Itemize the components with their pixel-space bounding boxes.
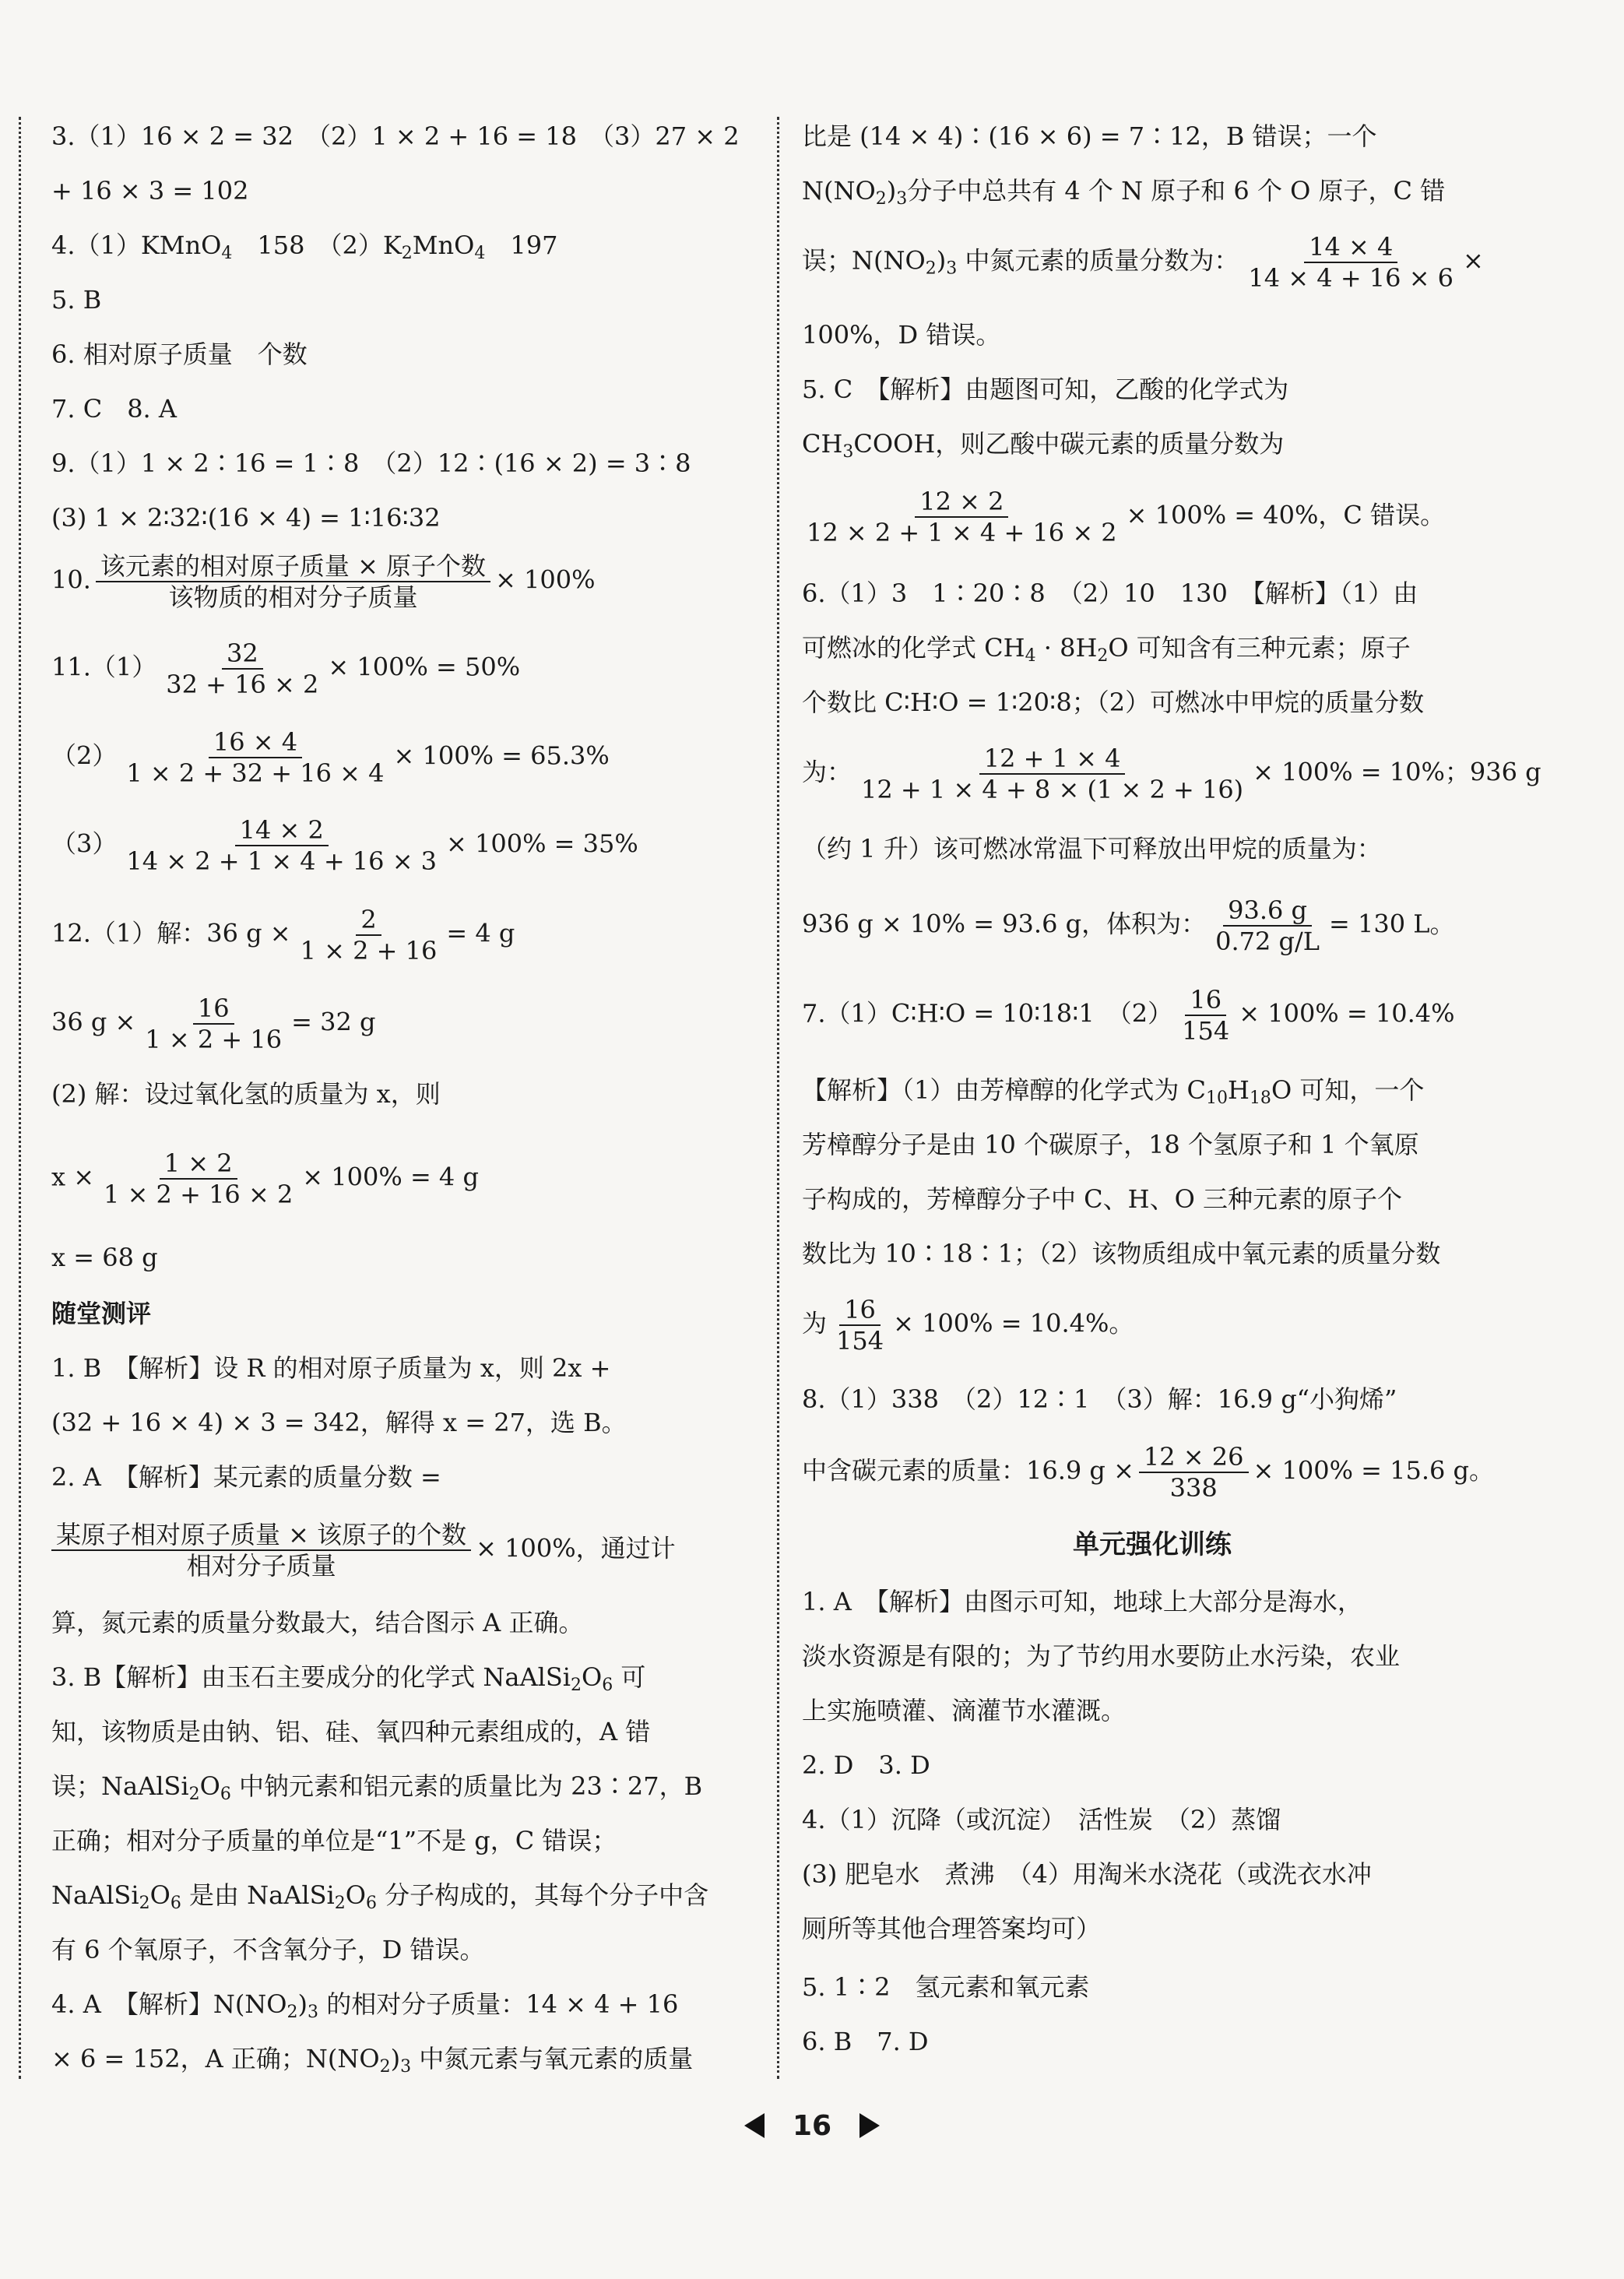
answer-line-fraction: x × $\frac{1 \times 2}{1 \times 2 + 16 \times 2}$ × 100% = 4 g xyxy=(51,1148,479,1209)
answer-line: 【解析】（1）由芳樟醇的化学式为 $C_{10}H_{18}O$ 可知，一个 xyxy=(802,1075,1425,1108)
fraction: $\frac{16}{1 \times 2 + 16}$ xyxy=(145,994,283,1054)
answer-line-fraction: 7.（1）C∶H∶O = 10∶18∶1 （2） $\frac{16}{154}$ × 100% = 10.4% xyxy=(802,985,1455,1046)
answer-line-fraction: （3） $\frac{14 \times 2}{14 \times 2 + 1 \times 4 + 16 \times 3}$ × 100% = 35% xyxy=(51,815,638,876)
answer-line: 厕所等其他合理答案均可） xyxy=(802,1914,1102,1943)
answer-line: $CH_3COOH$，则乙酸中碳元素的质量分数为 xyxy=(802,429,1285,462)
answer-line: × 6 = 152，A 正确；$N(NO_2)_3$ 中氮元素与氧元素的质量 xyxy=(51,2044,694,2077)
answer-line: 子构成的，芳樟醇分子中 C、H、O 三种元素的原子个 xyxy=(802,1184,1402,1214)
fraction: $\frac{\text{该元素的相对原子质量 × 原子个数}}{\text{该物质的相对分子质量}}$ xyxy=(96,551,490,612)
answer-line-fraction: 936 g × 10% = 93.6 g，体积为： $\frac{93.6 g}{0.72 g/L}$ = 130 L。 xyxy=(802,895,1455,956)
fraction: $\frac{32}{32 + 16 \times 2}$ xyxy=(166,638,319,699)
answer-line: 4.（1）沉降（或沉淀） 活性炭 （2）蒸馏 xyxy=(802,1805,1281,1834)
answer-line: 算，氮元素的质量分数最大，结合图示 A 正确。 xyxy=(51,1608,584,1637)
page-navigation xyxy=(0,2102,1624,2149)
fraction: $\frac{16}{154}$ xyxy=(836,1295,884,1356)
fraction: $\frac{16 \times 4}{1 \times 2 + 32 + 16 \times 4}$ xyxy=(126,727,385,788)
answer-line: 9.（1）1 × 2∶16 = 1∶8 （2）12∶(16 × 2) = 3∶8 xyxy=(51,448,691,478)
next-page-icon[interactable] xyxy=(859,2113,880,2138)
answer-line: 误；$NaAlSi_2O_6$ 中钠元素和铝元素的质量比为 23∶27，B xyxy=(51,1771,703,1804)
answer-line: 芳樟醇分子是由 10 个碳原子，18 个氢原子和 1 个氧原 xyxy=(802,1130,1419,1159)
fraction: $\frac{14 \times 2}{14 \times 2 + 1 \times 4 + 16 \times 3}$ xyxy=(126,815,438,876)
answer-line-fraction: $\frac{\text{某原子相对原子质量 × 该原子的个数}}{\text{相对分子质量}}$ × 100%，通过计 xyxy=(51,1520,676,1581)
answer-line: 5. B xyxy=(51,285,102,315)
answer-line: (3) 肥皂水 煮沸 （4）用淘米水浇花（或洗衣水冲 xyxy=(802,1859,1372,1889)
answer-line-fraction: 为 $\frac{16}{154}$ × 100% = 10.4%。 xyxy=(802,1295,1134,1356)
answer-line: 淡水资源是有限的；为了节约用水要防止水污染，农业 xyxy=(802,1641,1401,1671)
answer-line: 3. B【解析】由玉石主要成分的化学式 $NaAlSi_2O_6$ 可 xyxy=(51,1662,646,1695)
answer-line-fraction: 11.（1） $\frac{32}{32 + 16 \times 2}$ × 100% = 50% xyxy=(51,638,521,699)
answer-line: 上实施喷灌、滴灌节水灌溉。 xyxy=(802,1696,1127,1725)
answer-line-fraction: （2） $\frac{16 \times 4}{1 \times 2 + 32 + 16 \times 4}$ × 100% = 65.3% xyxy=(51,727,610,788)
fraction: $\frac{\text{某原子相对原子质量 × 该原子的个数}}{\text{相对分子质量}}$ xyxy=(51,1520,471,1581)
answer-line-fraction: 36 g × $\frac{16}{1 \times 2 + 16}$ = 32 g xyxy=(51,994,376,1054)
answer-line: 3.（1）16 × 2 = 32 （2）1 × 2 + 16 = 18 （3）27 × 2 xyxy=(51,121,740,151)
answer-line: 5. 1∶2 氢元素和氧元素 xyxy=(802,1972,1090,2002)
answer-line: $NaAlSi_2O_6$ 是由 $NaAlSi_2O_6$ 分子构成的，其每个分子中含 xyxy=(51,1880,709,1913)
dotted-rule-center xyxy=(777,117,779,2079)
answer-line: 个数比 C∶H∶O = 1∶20∶8；（2）可燃冰中甲烷的质量分数 xyxy=(802,688,1425,717)
answer-line-fraction: 10. $\frac{\text{该元素的相对原子质量 × 原子个数}}{\text{该物质的相对分子质量}}$ × 100% xyxy=(51,551,596,612)
fraction: $\frac{12 + 1 \times 4}{12 + 1 \times 4 + 8 \times (1 \times 2 + 16)}$ xyxy=(861,744,1244,804)
prev-page-icon[interactable] xyxy=(744,2113,765,2138)
answer-line: 6. 相对原子质量 个数 xyxy=(51,339,308,369)
answer-line: 1. B 【解析】设 R 的相对原子质量为 x，则 2x + xyxy=(51,1353,611,1383)
answer-line: 有 6 个氧原子，不含氧分子，D 错误。 xyxy=(51,1935,485,1964)
answer-line: (2) 解：设过氧化氢的质量为 x，则 xyxy=(51,1079,441,1109)
answer-line: 5. C 【解析】由题图可知，乙酸的化学式为 xyxy=(802,375,1289,404)
answer-line: 6.（1）3 1∶20∶8 （2）10 130 【解析】（1）由 xyxy=(802,579,1418,608)
answer-line-fraction: $\frac{12 \times 2}{12 \times 2 + 1 \times 4 + 16 \times 2}$ × 100% = 40%，C 错误。 xyxy=(802,487,1445,547)
answer-line-fraction: 误；$N(NO_2)_3$ 中氮元素的质量分数为： $\frac{14 \times 4}{14 \times 4 + 16 \times 6}$ × xyxy=(802,232,1484,293)
section-heading: 单元强化训练 xyxy=(1073,1529,1232,1560)
fraction: $\frac{12 \times 2}{12 \times 2 + 1 \times 4 + 16 \times 2}$ xyxy=(807,487,1117,547)
answer-line: 2. A 【解析】某元素的质量分数 = xyxy=(51,1462,441,1492)
answer-line: （约 1 升）该可燃冰常温下可释放出甲烷的质量为： xyxy=(802,834,1382,863)
answer-line: 2. D 3. D xyxy=(802,1750,930,1780)
answer-line: x = 68 g xyxy=(51,1243,158,1272)
answer-line: 4. A 【解析】$N(NO_2)_3$ 的相对分子质量：14 × 4 + 16 xyxy=(51,1989,679,2022)
page-number: 16 xyxy=(792,2109,832,2142)
answer-line: 1. A 【解析】由图示可知，地球上大部分是海水， xyxy=(802,1587,1362,1616)
fraction: $\frac{14 \times 4}{14 \times 4 + 16 \times 6}$ xyxy=(1248,232,1454,293)
fraction: $\frac{93.6 g}{0.72 g/L}$ xyxy=(1215,895,1320,956)
answer-line: 6. B 7. D xyxy=(802,2027,929,2056)
answer-line: (32 + 16 × 4) × 3 = 342，解得 x = 27，选 B。 xyxy=(51,1408,627,1437)
answer-line: 比是 (14 × 4)∶(16 × 6) = 7∶12，B 错误；一个 xyxy=(802,121,1377,151)
answer-line: 知，该物质是由钠、铝、硅、氧四种元素组成的，A 错 xyxy=(51,1717,651,1746)
dotted-rule-left xyxy=(19,117,21,2079)
answer-line-fraction: 为： $\frac{12 + 1 \times 4}{12 + 1 \times 4 + 8 \times (1 \times 2 + 16)}$ × 100% = 10%；936 g xyxy=(802,744,1541,804)
fraction: $\frac{2}{1 \times 2 + 16}$ xyxy=(300,905,438,965)
answer-line: (3) 1 × 2∶32∶(16 × 4) = 1∶16∶32 xyxy=(51,503,441,533)
answer-line: 可燃冰的化学式 $CH_4 \cdot 8H_2O$ 可知含有三种元素；原子 xyxy=(802,633,1411,666)
answer-line: 100%，D 错误。 xyxy=(802,320,1001,350)
answer-line: 8.（1）338 （2）12∶1 （3）解：16.9 g“小狗烯” xyxy=(802,1384,1397,1414)
answer-line: 数比为 10∶18∶1；（2）该物质组成中氧元素的质量分数 xyxy=(802,1239,1441,1268)
answer-line: $N(NO_2)_3$分子中总共有 4 个 N 原子和 6 个 O 原子，C 错 xyxy=(802,176,1446,209)
answer-line-fraction: 12.（1）解：36 g × $\frac{2}{1 \times 2 + 16}$ = 4 g xyxy=(51,905,515,965)
answer-line: 正确；相对分子质量的单位是“1”不是 g，C 错误； xyxy=(51,1826,617,1855)
fraction: $\frac{12 \times 26}{338}$ xyxy=(1139,1442,1249,1503)
answer-line-fraction: 中含碳元素的质量：16.9 g × $\frac{12 \times 26}{338}$ × 100% = 15.6 g。 xyxy=(802,1442,1495,1503)
answer-line: + 16 × 3 = 102 xyxy=(51,176,249,206)
fraction: $\frac{1 \times 2}{1 \times 2 + 16 \times 2}$ xyxy=(104,1148,294,1209)
answer-line: 4.（1）KMnO$_4$ 158 $(2)K_2MnO_4$ 197 xyxy=(51,230,558,263)
answer-line: 7. C 8. A xyxy=(51,394,178,424)
fraction: $\frac{16}{154}$ xyxy=(1182,985,1230,1046)
section-heading: 随堂测评 xyxy=(51,1299,152,1328)
